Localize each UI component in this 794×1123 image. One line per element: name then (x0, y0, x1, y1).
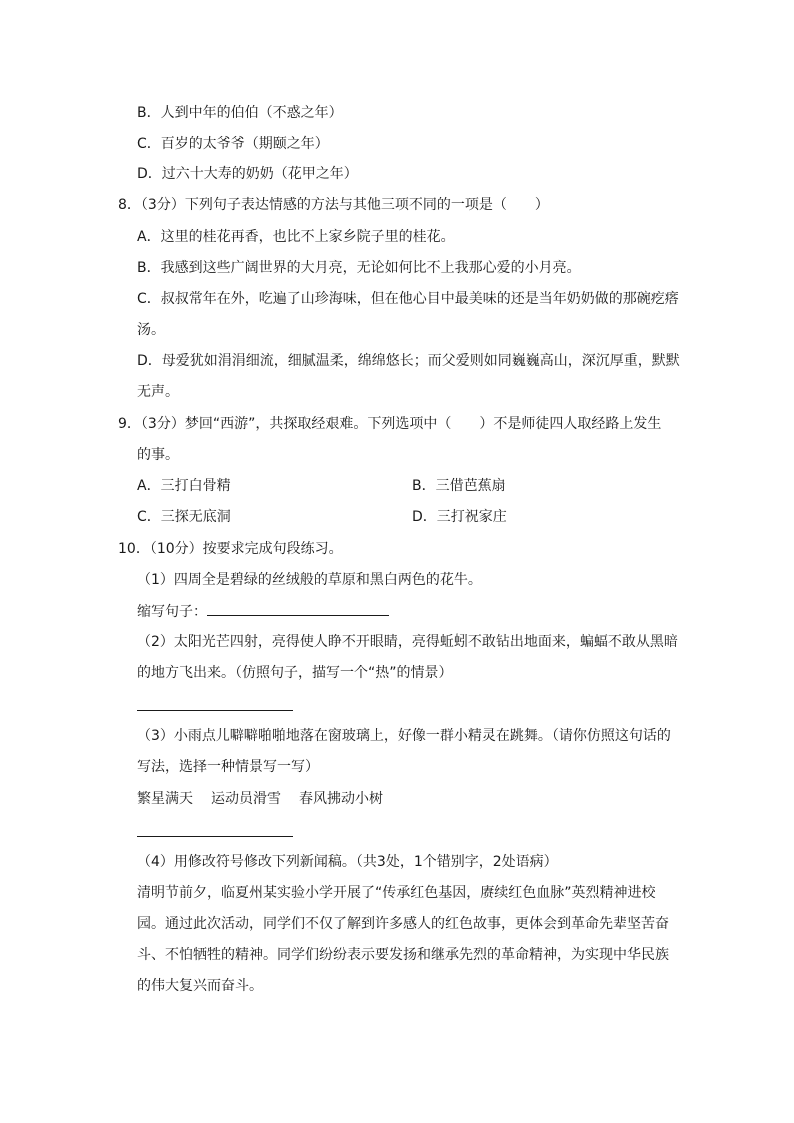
q8-option-c-line2: 汤。 (137, 322, 165, 338)
q10-part1-answer-line (137, 601, 389, 622)
q10-part2-answer-line[interactable] (137, 710, 293, 711)
q9-option-b: B．三借芭蕉扇 (412, 478, 506, 494)
q9-stem-line2: 的事。 (137, 447, 179, 463)
q10-news-line2: 园。通过此次活动，同学们不仅了解到许多感人的红色故事，更体会到革命先辈坚苦奋 (137, 916, 669, 932)
q7-option-b: B．人到中年的伯伯（不惑之年） (137, 105, 343, 121)
q8-option-d-line2: 无声。 (137, 384, 179, 400)
q8-option-a: A．这里的桂花再香，也比不上家乡院子里的桂花。 (137, 229, 455, 245)
q9-stem-line1: 9．（3分）梦回“西游”，共探取经艰难。下列选项中（ ）不是师徒四人取经路上发生 (118, 416, 662, 432)
q8-stem: 8．（3分）下列句子表达情感的方法与其他三项不同的一项是（ ） (118, 197, 549, 213)
q10-news-line1: 清明节前夕，临夏州某实验小学开展了“传承红色基因，赓续红色血脉”英烈精神进校 (137, 885, 656, 901)
q10-part1: （1）四周全是碧绿的丝绒般的草原和黑白两色的花牛。 (137, 572, 482, 588)
q10-part3-answer-line[interactable] (137, 836, 293, 837)
q10-news-line4: 的伟大复兴而奋斗。 (137, 978, 263, 994)
q7-option-d: D．过六十大寿的奶奶（花甲之年） (137, 166, 358, 182)
q9-option-a: A．三打白骨精 (137, 478, 231, 494)
q9-option-d: D．三打祝家庄 (412, 509, 507, 525)
q8-option-c-line1: C．叔叔常年在外，吃遍了山珍海味，但在他心目中最美味的还是当年奶奶做的那碗疙瘩 (137, 291, 679, 307)
q10-part2-line1: （2）太阳光芒四射，亮得使人睁不开眼睛，亮得蚯蚓不敢钻出地面来，蝙蝠不敢从黑暗 (137, 634, 678, 650)
q10-part3-line1: （3）小雨点儿噼噼啪啪地落在窗玻璃上，好像一群小精灵在跳舞。（请你仿照这句话的 (137, 728, 671, 744)
q10-news-line3: 斗、不怕牺牲的精神。同学们纷纷表示要发扬和继承先烈的革命精神，为实现中华民族 (137, 947, 669, 963)
q10-part1-label: 缩写句子： (137, 604, 207, 620)
q10-part3-options (137, 789, 383, 809)
q10-part3-option-1: 繁星满天 (137, 791, 193, 807)
q8-option-d-line1: D．母爱犹如涓涓细流，细腻温柔，绵绵悠长；而父爱则如同巍巍高山，深沉厚重，默默 (137, 353, 680, 369)
q7-option-c: C．百岁的太爷爷（期颐之年） (137, 136, 329, 152)
q10-part3-option-2: 运动员滑雪 (211, 791, 281, 807)
q10-part3-line2: 写法，选择一种情景写一写） (137, 759, 319, 775)
q10-part4: （4）用修改符号修改下列新闻稿。（共3处，1个错别字，2处语病） (137, 854, 558, 870)
q10-part1-answer-blank[interactable] (207, 601, 389, 616)
q10-part2-line2: 的地方飞出来。（仿照句子，描写一个“热”的情景） (137, 665, 453, 681)
q9-option-c: C．三探无底洞 (137, 509, 231, 525)
q8-option-b: B．我感到这些广阔世界的大月亮，无论如何比不上我那心爱的小月亮。 (137, 260, 581, 276)
q10-part3-option-3: 春风拂动小树 (299, 791, 383, 807)
q10-stem: 10．（10分）按要求完成句段练习。 (118, 541, 343, 557)
